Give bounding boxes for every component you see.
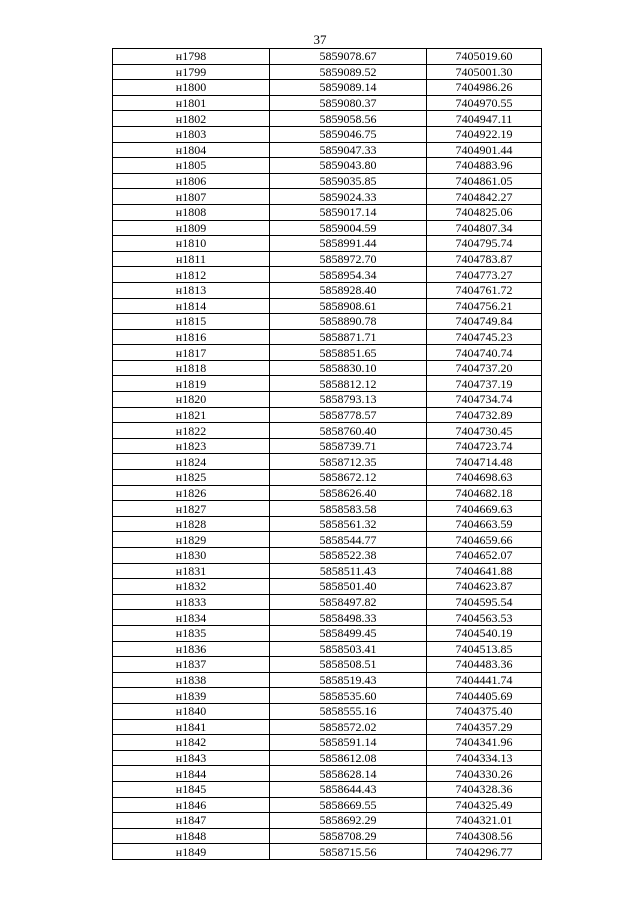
x-coordinate-cell: 5858712.35 <box>270 454 427 470</box>
table-row <box>113 111 542 127</box>
point-id-cell: н1841 <box>113 719 270 735</box>
y-coordinate-cell: 7404883.96 <box>427 158 542 174</box>
y-coordinate-cell: 7404970.55 <box>427 95 542 111</box>
point-id-cell: н1825 <box>113 470 270 486</box>
y-coordinate-cell: 7404698.63 <box>427 470 542 486</box>
table-row <box>113 625 542 641</box>
y-coordinate-cell: 7404986.26 <box>427 80 542 96</box>
point-id-cell: н1817 <box>113 345 270 361</box>
point-id-cell: н1808 <box>113 204 270 220</box>
point-id-cell: н1828 <box>113 516 270 532</box>
x-coordinate-cell: 5858591.14 <box>270 735 427 751</box>
table-row <box>113 189 542 205</box>
table-row <box>113 610 542 626</box>
table-row <box>113 49 542 65</box>
table-row <box>113 142 542 158</box>
x-coordinate-cell: 5858561.32 <box>270 516 427 532</box>
point-id-cell: н1835 <box>113 625 270 641</box>
x-coordinate-cell: 5858812.12 <box>270 376 427 392</box>
table-row <box>113 828 542 844</box>
x-coordinate-cell: 5859047.33 <box>270 142 427 158</box>
y-coordinate-cell: 7404795.74 <box>427 236 542 252</box>
x-coordinate-cell: 5858508.51 <box>270 657 427 673</box>
table-row <box>113 423 542 439</box>
x-coordinate-cell: 5859058.56 <box>270 111 427 127</box>
point-id-cell: н1800 <box>113 80 270 96</box>
x-coordinate-cell: 5858954.34 <box>270 267 427 283</box>
table-row <box>113 298 542 314</box>
table-row <box>113 438 542 454</box>
point-id-cell: н1805 <box>113 158 270 174</box>
table-row <box>113 126 542 142</box>
x-coordinate-cell: 5858612.08 <box>270 750 427 766</box>
coordinates-table-body <box>113 49 542 860</box>
y-coordinate-cell: 7404563.53 <box>427 610 542 626</box>
y-coordinate-cell: 7404825.06 <box>427 204 542 220</box>
table-row <box>113 251 542 267</box>
y-coordinate-cell: 7405019.60 <box>427 49 542 65</box>
x-coordinate-cell: 5858497.82 <box>270 594 427 610</box>
x-coordinate-cell: 5858871.71 <box>270 329 427 345</box>
y-coordinate-cell: 7404714.48 <box>427 454 542 470</box>
y-coordinate-cell: 7404330.26 <box>427 766 542 782</box>
y-coordinate-cell: 7404540.19 <box>427 625 542 641</box>
x-coordinate-cell: 5859078.67 <box>270 49 427 65</box>
y-coordinate-cell: 7404761.72 <box>427 282 542 298</box>
x-coordinate-cell: 5858692.29 <box>270 813 427 829</box>
y-coordinate-cell: 7404325.49 <box>427 797 542 813</box>
point-id-cell: н1811 <box>113 251 270 267</box>
x-coordinate-cell: 5858972.70 <box>270 251 427 267</box>
x-coordinate-cell: 5859017.14 <box>270 204 427 220</box>
point-id-cell: н1836 <box>113 641 270 657</box>
y-coordinate-cell: 7404745.23 <box>427 329 542 345</box>
point-id-cell: н1829 <box>113 532 270 548</box>
table-row <box>113 236 542 252</box>
table-row <box>113 844 542 860</box>
point-id-cell: н1847 <box>113 813 270 829</box>
y-coordinate-cell: 7404641.88 <box>427 563 542 579</box>
y-coordinate-cell: 7404861.05 <box>427 173 542 189</box>
y-coordinate-cell: 7404595.54 <box>427 594 542 610</box>
point-id-cell: н1837 <box>113 657 270 673</box>
y-coordinate-cell: 7404334.13 <box>427 750 542 766</box>
table-row <box>113 548 542 564</box>
y-coordinate-cell: 7404734.74 <box>427 392 542 408</box>
table-row <box>113 454 542 470</box>
x-coordinate-cell: 5858498.33 <box>270 610 427 626</box>
table-row <box>113 703 542 719</box>
point-id-cell: н1798 <box>113 49 270 65</box>
table-row <box>113 797 542 813</box>
y-coordinate-cell: 7404405.69 <box>427 688 542 704</box>
y-coordinate-cell: 7404737.20 <box>427 360 542 376</box>
x-coordinate-cell: 5858626.40 <box>270 485 427 501</box>
y-coordinate-cell: 7404901.44 <box>427 142 542 158</box>
y-coordinate-cell: 7405001.30 <box>427 64 542 80</box>
x-coordinate-cell: 5858908.61 <box>270 298 427 314</box>
table-row <box>113 594 542 610</box>
point-id-cell: н1820 <box>113 392 270 408</box>
point-id-cell: н1819 <box>113 376 270 392</box>
point-id-cell: н1802 <box>113 111 270 127</box>
y-coordinate-cell: 7404773.27 <box>427 267 542 283</box>
x-coordinate-cell: 5859089.14 <box>270 80 427 96</box>
point-id-cell: н1803 <box>113 126 270 142</box>
x-coordinate-cell: 5859035.85 <box>270 173 427 189</box>
y-coordinate-cell: 7404740.74 <box>427 345 542 361</box>
x-coordinate-cell: 5859043.80 <box>270 158 427 174</box>
x-coordinate-cell: 5858522.38 <box>270 548 427 564</box>
x-coordinate-cell: 5858890.78 <box>270 314 427 330</box>
y-coordinate-cell: 7404669.63 <box>427 501 542 517</box>
point-id-cell: н1814 <box>113 298 270 314</box>
x-coordinate-cell: 5858519.43 <box>270 672 427 688</box>
table-row <box>113 376 542 392</box>
y-coordinate-cell: 7404483.36 <box>427 657 542 673</box>
page-number: 37 <box>313 32 327 47</box>
x-coordinate-cell: 5858644.43 <box>270 781 427 797</box>
x-coordinate-cell: 5858499.45 <box>270 625 427 641</box>
table-row <box>113 407 542 423</box>
x-coordinate-cell: 5858672.12 <box>270 470 427 486</box>
x-coordinate-cell: 5858760.40 <box>270 423 427 439</box>
y-coordinate-cell: 7404732.89 <box>427 407 542 423</box>
x-coordinate-cell: 5858503.41 <box>270 641 427 657</box>
table-row <box>113 95 542 111</box>
y-coordinate-cell: 7404783.87 <box>427 251 542 267</box>
point-id-cell: н1826 <box>113 485 270 501</box>
y-coordinate-cell: 7404513.85 <box>427 641 542 657</box>
y-coordinate-cell: 7404842.27 <box>427 189 542 205</box>
y-coordinate-cell: 7404682.18 <box>427 485 542 501</box>
table-row <box>113 64 542 80</box>
x-coordinate-cell: 5859024.33 <box>270 189 427 205</box>
y-coordinate-cell: 7404737.19 <box>427 376 542 392</box>
table-row <box>113 516 542 532</box>
point-id-cell: н1834 <box>113 610 270 626</box>
y-coordinate-cell: 7404730.45 <box>427 423 542 439</box>
table-row <box>113 719 542 735</box>
table-row <box>113 392 542 408</box>
point-id-cell: н1849 <box>113 844 270 860</box>
x-coordinate-cell: 5859089.52 <box>270 64 427 80</box>
y-coordinate-cell: 7404663.59 <box>427 516 542 532</box>
point-id-cell: н1840 <box>113 703 270 719</box>
point-id-cell: н1845 <box>113 781 270 797</box>
table-row <box>113 220 542 236</box>
table-row <box>113 532 542 548</box>
point-id-cell: н1801 <box>113 95 270 111</box>
point-id-cell: н1830 <box>113 548 270 564</box>
point-id-cell: н1846 <box>113 797 270 813</box>
x-coordinate-cell: 5858628.14 <box>270 766 427 782</box>
table-row <box>113 360 542 376</box>
table-row <box>113 329 542 345</box>
table-row <box>113 750 542 766</box>
x-coordinate-cell: 5858739.71 <box>270 438 427 454</box>
point-id-cell: н1848 <box>113 828 270 844</box>
table-row <box>113 80 542 96</box>
point-id-cell: н1807 <box>113 189 270 205</box>
point-id-cell: н1839 <box>113 688 270 704</box>
x-coordinate-cell: 5859004.59 <box>270 220 427 236</box>
y-coordinate-cell: 7404341.96 <box>427 735 542 751</box>
table-row <box>113 282 542 298</box>
x-coordinate-cell: 5858991.44 <box>270 236 427 252</box>
table-row <box>113 672 542 688</box>
table-row <box>113 781 542 797</box>
point-id-cell: н1823 <box>113 438 270 454</box>
point-id-cell: н1813 <box>113 282 270 298</box>
point-id-cell: н1831 <box>113 563 270 579</box>
x-coordinate-cell: 5858851.65 <box>270 345 427 361</box>
y-coordinate-cell: 7404328.36 <box>427 781 542 797</box>
point-id-cell: н1838 <box>113 672 270 688</box>
y-coordinate-cell: 7404357.29 <box>427 719 542 735</box>
table-row <box>113 314 542 330</box>
point-id-cell: н1843 <box>113 750 270 766</box>
x-coordinate-cell: 5858572.02 <box>270 719 427 735</box>
point-id-cell: н1816 <box>113 329 270 345</box>
point-id-cell: н1842 <box>113 735 270 751</box>
table-row <box>113 345 542 361</box>
point-id-cell: н1844 <box>113 766 270 782</box>
y-coordinate-cell: 7404441.74 <box>427 672 542 688</box>
point-id-cell: н1799 <box>113 64 270 80</box>
x-coordinate-cell: 5858778.57 <box>270 407 427 423</box>
x-coordinate-cell: 5859046.75 <box>270 126 427 142</box>
point-id-cell: н1821 <box>113 407 270 423</box>
table-row <box>113 470 542 486</box>
y-coordinate-cell: 7404623.87 <box>427 579 542 595</box>
y-coordinate-cell: 7404947.11 <box>427 111 542 127</box>
x-coordinate-cell: 5858535.60 <box>270 688 427 704</box>
x-coordinate-cell: 5858715.56 <box>270 844 427 860</box>
table-row <box>113 657 542 673</box>
point-id-cell: н1815 <box>113 314 270 330</box>
x-coordinate-cell: 5858669.55 <box>270 797 427 813</box>
x-coordinate-cell: 5859080.37 <box>270 95 427 111</box>
table-row <box>113 501 542 517</box>
y-coordinate-cell: 7404308.56 <box>427 828 542 844</box>
x-coordinate-cell: 5858793.13 <box>270 392 427 408</box>
coordinates-table <box>112 48 542 860</box>
table-row <box>113 641 542 657</box>
x-coordinate-cell: 5858928.40 <box>270 282 427 298</box>
y-coordinate-cell: 7404807.34 <box>427 220 542 236</box>
x-coordinate-cell: 5858555.16 <box>270 703 427 719</box>
x-coordinate-cell: 5858501.40 <box>270 579 427 595</box>
point-id-cell: н1812 <box>113 267 270 283</box>
table-row <box>113 173 542 189</box>
table-row <box>113 813 542 829</box>
point-id-cell: н1822 <box>113 423 270 439</box>
table-row <box>113 158 542 174</box>
table-row <box>113 688 542 704</box>
point-id-cell: н1827 <box>113 501 270 517</box>
point-id-cell: н1832 <box>113 579 270 595</box>
point-id-cell: н1810 <box>113 236 270 252</box>
table-row <box>113 579 542 595</box>
y-coordinate-cell: 7404321.01 <box>427 813 542 829</box>
table-row <box>113 204 542 220</box>
y-coordinate-cell: 7404756.21 <box>427 298 542 314</box>
y-coordinate-cell: 7404375.40 <box>427 703 542 719</box>
table-row <box>113 735 542 751</box>
point-id-cell: н1804 <box>113 142 270 158</box>
x-coordinate-cell: 5858830.10 <box>270 360 427 376</box>
point-id-cell: н1806 <box>113 173 270 189</box>
y-coordinate-cell: 7404652.07 <box>427 548 542 564</box>
point-id-cell: н1818 <box>113 360 270 376</box>
table-row <box>113 267 542 283</box>
table-row <box>113 766 542 782</box>
point-id-cell: н1809 <box>113 220 270 236</box>
y-coordinate-cell: 7404296.77 <box>427 844 542 860</box>
point-id-cell: н1833 <box>113 594 270 610</box>
y-coordinate-cell: 7404749.84 <box>427 314 542 330</box>
point-id-cell: н1824 <box>113 454 270 470</box>
x-coordinate-cell: 5858708.29 <box>270 828 427 844</box>
x-coordinate-cell: 5858544.77 <box>270 532 427 548</box>
y-coordinate-cell: 7404723.74 <box>427 438 542 454</box>
y-coordinate-cell: 7404922.19 <box>427 126 542 142</box>
x-coordinate-cell: 5858511.43 <box>270 563 427 579</box>
table-row <box>113 563 542 579</box>
x-coordinate-cell: 5858583.58 <box>270 501 427 517</box>
y-coordinate-cell: 7404659.66 <box>427 532 542 548</box>
table-row <box>113 485 542 501</box>
